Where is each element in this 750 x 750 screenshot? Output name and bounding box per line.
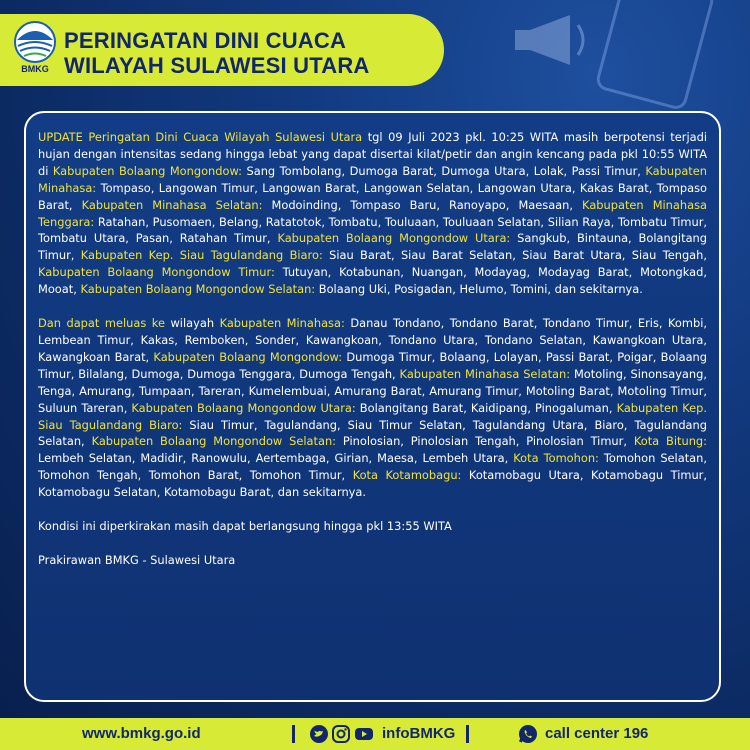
whatsapp-icon[interactable] xyxy=(518,724,538,744)
page-title xyxy=(64,28,370,78)
region-label: Kabupaten Bolaang Mongondow Utara: xyxy=(131,400,356,415)
warning-paragraph-main xyxy=(38,129,707,298)
youtube-icon[interactable] xyxy=(355,725,373,743)
region-label: Kota Kotamobagu: xyxy=(352,468,462,483)
area-list: Modoinding, Tompaso Baru, Ranoyapo, Maesaan, xyxy=(262,197,583,212)
logo-text: BMKG xyxy=(21,64,49,74)
area-list: Kotamobagu Utara, Kotamobagu Timur, Kotamobagu Selatan, Kotamobagu Barat, dan sekitarnya. xyxy=(38,468,707,500)
social-handle[interactable]: infoBMKG xyxy=(382,725,456,742)
region-label: Kabupaten Bolaang Mongondow: xyxy=(52,163,242,178)
instagram-icon[interactable] xyxy=(332,725,350,743)
area-list: Pinolosian, Pinolosian Tengah, Pinolosian Timur, xyxy=(336,434,634,449)
region-label: Kabupaten Kep. Siau Tagulandang Biaro: xyxy=(38,400,707,432)
area-list: Danau Tondano, Tondano Barat, Tondano Timur, Eris, Kombi, Lembean Timur, Kakas, Remboken, Sonder, Kawangkoan, Tondano Utara, Tondano Selatan, Kawangkoan Utara, Kawangkoan Barat, xyxy=(38,316,707,364)
area-list: Sang Tombolang, Dumoga Barat, Dumoga Utara, Lolak, Passi Timur, xyxy=(242,163,646,178)
warning-content-panel xyxy=(24,111,721,702)
call-center[interactable]: call center 196 xyxy=(545,725,649,742)
region-label: Kabupaten Bolaang Mongondow Selatan: xyxy=(80,282,316,297)
area-list: Motoling, Sinonsayang, Tenga, Amurang, Tumpaan, Tareran, Kumelembuai, Amurang Barat, Amurang Timur, Motoling Barat, Motoling Timur, Suluun Tareran, xyxy=(38,366,707,415)
region-label: Kabupaten Kep. Siau Tagulandang Biaro: xyxy=(80,248,323,263)
region-label: Kabupaten Bolaang Mongondow Utara: xyxy=(277,231,511,246)
area-list: Lembeh Selatan, Madidir, Ranowulu, Aertembaga, Girian, Maesa, Lembeh Utara, xyxy=(38,451,514,466)
region-label: Kabupaten Bolaang Mongondow: xyxy=(153,349,343,364)
region-label: UPDATE Peringatan Dini Cuaca Wilayah Sulawesi Utara xyxy=(38,130,363,144)
footer-divider xyxy=(292,725,295,743)
region-label: Kota Bitung: xyxy=(633,434,707,449)
area-list: Tutuyan, Kotabunan, Nuangan, Modayag, Modayag Barat, Motongkad, Mooat, xyxy=(38,265,707,297)
region-label: Kota Tomohon: xyxy=(513,451,599,466)
region-label: Kabupaten Bolaang Mongondow Selatan: xyxy=(91,434,337,449)
area-list: Siau Barat, Siau Barat Selatan, Siau Barat Utara, Siau Tengah, xyxy=(322,248,707,263)
area-list: Sangkub, Bintauna, Bolangitang Timur, xyxy=(38,231,707,263)
area-list: Tomohon Selatan, Tomohon Tengah, Tomohon Barat, Tomohon Timur, xyxy=(38,451,707,483)
website-link[interactable]: www.bmkg.go.id xyxy=(82,725,201,742)
title-line-1: PERINGATAN DINI CUACA xyxy=(64,28,347,53)
header-banner xyxy=(0,14,444,86)
twitter-icon[interactable] xyxy=(310,725,328,743)
area-list: Dumoga Timur, Bolaang, Lolayan, Passi Barat, Poigar, Bolaang Timur, Bilalang, Dumoga, Dumoga Tenggara, Dumoga Tengah, xyxy=(38,349,707,381)
region-label: Kabupaten Minahasa Selatan: xyxy=(399,366,571,381)
area-list: tgl 09 Juli 2023 pkl. 10:25 WITA masih berpotensi terjadi hujan dengan intensitas sedang hingga lebat yang dapat disertai kilat/petir dan angin kencang pada pkl 10:55 WITA di xyxy=(38,130,708,178)
footer-bar xyxy=(0,718,750,750)
duration-note: Kondisi ini diperkirakan masih dapat berlangsung hingga pkl 13:55 WITA xyxy=(38,519,452,534)
title-line-2: WILAYAH SULAWESI UTARA xyxy=(64,53,370,78)
region-label: Kabupaten Minahasa: xyxy=(219,316,345,331)
area-list: Bolangitang Barat, Kaidipang, Pinogaluman, xyxy=(355,400,617,415)
warning-paragraph-extension xyxy=(38,315,707,501)
area-list: Siau Timur, Tagulandang, Siau Timur Selatan, Tagulandang Utara, Biaro, Tagulandang Selatan, xyxy=(38,417,707,449)
area-list: Bolaang Uki, Posigadan, Helumo, Tomini, dan sekitarnya. xyxy=(315,282,643,297)
region-label: Kabupaten Minahasa Tenggara: xyxy=(38,197,707,229)
area-list: Ratahan, Pusomaen, Belang, Ratatotok, Tombatu, Touluaan, Touluaan Selatan, Silian Raya, Tombatu Timur, Tombatu Utara, Pasan, Ratahan Timur, xyxy=(38,214,707,246)
megaphone-phone-decoration xyxy=(460,0,720,110)
area-list: Tompaso, Langowan Timur, Langowan Barat, Langowan Selatan, Langowan Utara, Kakas Barat, Tompaso Barat, xyxy=(38,180,707,212)
region-label: Kabupaten Minahasa: xyxy=(38,163,707,195)
region-label: Kabupaten Minahasa Selatan: xyxy=(81,197,263,212)
footer-divider xyxy=(466,725,469,743)
region-label: Dan dapat meluas ke xyxy=(38,316,165,331)
area-list: wilayah xyxy=(164,316,220,331)
region-label: Kabupaten Bolaang Mongondow Timur: xyxy=(38,265,275,280)
forecaster-signature: Prakirawan BMKG - Sulawesi Utara xyxy=(38,552,236,567)
